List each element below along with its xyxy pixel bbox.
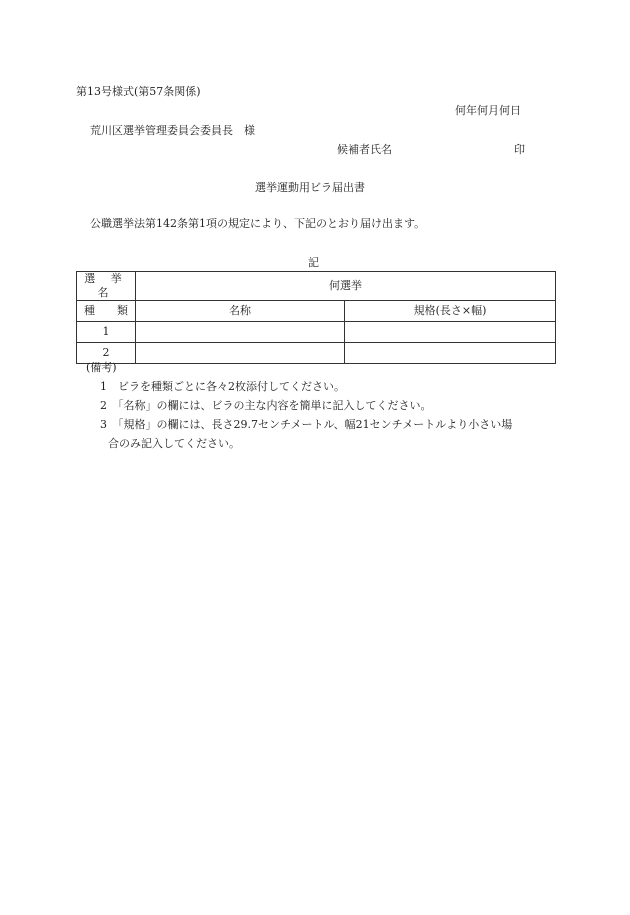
form-number: 第13号様式(第57条関係): [76, 85, 201, 98]
table-row: [77, 343, 556, 364]
addressee: 荒川区選挙管理委員会委員長 様: [90, 124, 255, 137]
candidate-name-label: 候補者氏名: [337, 143, 392, 156]
notification-table: [76, 271, 556, 364]
spec-cell[interactable]: [345, 322, 556, 343]
date-field: 何年何月何日: [455, 104, 521, 117]
ki-heading: 記: [308, 256, 319, 269]
body-text: 公職選挙法第142条第1項の規定により、下記のとおり届け出ます。: [90, 217, 426, 230]
row-number: 1: [77, 322, 136, 343]
note-item: 3 「規格」の欄には、長さ29.7センチメートル、幅21センチメートルより小さい場: [100, 418, 513, 431]
notes-title: (備考): [86, 361, 117, 374]
note-item: 2 「名称」の欄には、ビラの主な内容を簡単に記入してください。: [100, 399, 432, 412]
note-item: 1 ビラを種類ごとに各々2枚添付してください。: [100, 380, 345, 393]
spec-header: 規格(長さ×幅): [345, 301, 556, 322]
header-row: [77, 301, 556, 322]
name-cell[interactable]: [136, 322, 345, 343]
note-item: 合のみ記入してください。: [108, 437, 240, 450]
document-title: 選挙運動用ビラ届出書: [255, 181, 365, 194]
name-header: 名称: [136, 301, 345, 322]
type-label: 種 類: [77, 301, 136, 322]
election-label: 選 挙 名: [77, 272, 136, 301]
seal-mark: 印: [514, 143, 525, 156]
election-value[interactable]: 何選挙: [136, 272, 556, 301]
spec-cell[interactable]: [345, 343, 556, 364]
name-cell[interactable]: [136, 343, 345, 364]
table-row: [77, 322, 556, 343]
row-number: 2: [77, 343, 136, 364]
election-row: [77, 272, 556, 301]
